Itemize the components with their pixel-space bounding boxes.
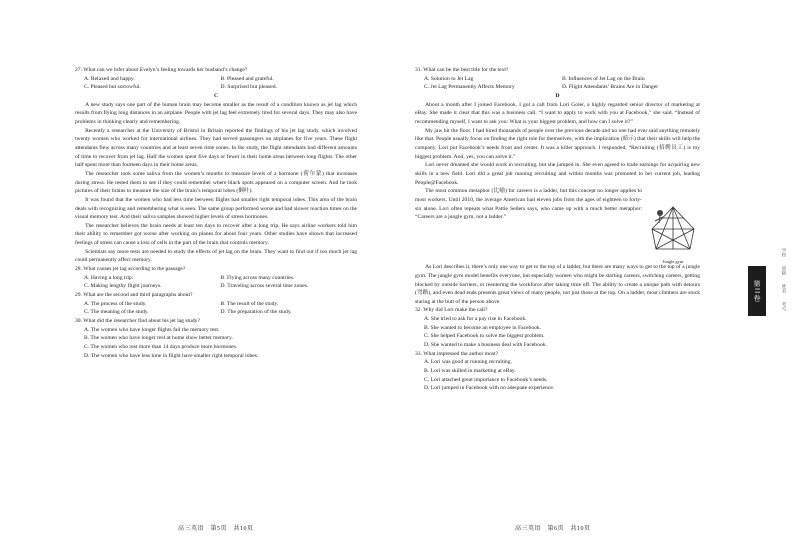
question-33-options bbox=[415, 358, 700, 393]
option[interactable]: D. Flight Attendants’ Brains Are in Danger bbox=[562, 84, 659, 91]
option[interactable]: A. The process of the study. bbox=[84, 300, 147, 307]
ladder-paragraph-with-image bbox=[415, 187, 700, 263]
option[interactable]: A. The women who have longer flights fail the memory test. bbox=[84, 326, 220, 333]
passage-d-paragraph: My jaw hit the floor. I had hired thousands of people over the previous decade and no one had ever said anything remotely like that. People usually focus on finding the right role for themselves, with the implication (暗示) that their skills will help the company. Lori put Facebook’s needs front and center. It was a killer approach. I responded, “Recruiting (招聘员工) is my biggest problem. And, yes, you can solve it.” bbox=[415, 127, 700, 160]
passage-d-paragraph: Lori never dreamed she would work in recruiting, but she jumped in. She even agreed to trade earnings for acquiring new skills in a new field. Lori did a great job running recruiting and within months was promoted to her current job, leading People@Facebook. bbox=[415, 162, 700, 186]
question-28-stem: 28. What causes jet lag according to the passage? bbox=[75, 266, 186, 273]
option[interactable]: B. She wanted to become an employee in Facebook. bbox=[424, 324, 542, 331]
question-30-stem: 30. What did the researcher find about his jet lag study? bbox=[75, 318, 200, 325]
option[interactable]: B. Lori was skilled in marketing at eBay. bbox=[424, 368, 516, 375]
question-30-options bbox=[75, 326, 357, 361]
option[interactable]: B. The women who have longer rest at home show better memory. bbox=[84, 335, 233, 342]
passage-c-paragraph: A new study says one part of the human brain may become smaller as the result of a condition known as jet lag which results from flying long distances in an airplane. People with jet lag feel extremely tired for several days. They may also have problems in thinking clearly and remembering. bbox=[75, 101, 357, 125]
option[interactable]: D. Traveling across several time zones. bbox=[220, 283, 309, 290]
question-27-options bbox=[75, 75, 357, 92]
section-c-heading: C bbox=[213, 92, 219, 99]
left-page bbox=[75, 66, 357, 360]
option[interactable]: D. The women who have less time in flight have smaller right temporal lobes. bbox=[84, 352, 259, 359]
option[interactable]: C. Pleased but sorrowful. bbox=[84, 84, 141, 91]
section-tab: 第II卷 bbox=[748, 266, 766, 316]
option[interactable]: D. Surprised but pleased. bbox=[220, 84, 277, 91]
option[interactable]: A. Relaxed and happy. bbox=[84, 75, 135, 82]
image-caption: Jungle gym bbox=[662, 258, 684, 264]
right-page bbox=[415, 66, 700, 393]
option[interactable]: D. She wanted to make a business deal with Facebook. bbox=[424, 342, 547, 349]
passage-d-paragraph: About a month after I joined Facebook, I got a call from Lori Goler, a highly regarded senior director of marketing at eBay. She made it clear that this was a business call. “I want to apply to work with you at Facebook,” she said. “Instead of recommending myself, I want to ask you: What is your biggest problem, and how can I solve it?” bbox=[415, 101, 700, 125]
right-page-footer: 高三英语 第6页 共10页 bbox=[515, 526, 591, 532]
passage-c-paragraph: The researcher believes the brain needs at least ten days to recover after a long trip. He says airline workers told him their ability to remember got worse after working on planes for about four years. Other studies have shown that increased feelings of stress can cause a loss of cells in the part of the brain that controls memory. bbox=[75, 222, 357, 247]
option[interactable]: C. Making lengthy flight journeys. bbox=[84, 283, 162, 290]
question-31-options bbox=[415, 75, 700, 92]
option[interactable]: B. Pleased and grateful. bbox=[220, 75, 274, 82]
question-31-stem: 31. What can be the best title for the text? bbox=[415, 67, 509, 73]
option[interactable]: D. The preparation of the study. bbox=[220, 309, 292, 316]
question-27-stem: 27. What can we infer about Evelyn’s feeling towards her husband’s change? bbox=[75, 67, 248, 73]
option[interactable]: C. Jet Lag Permanently Affects Memory bbox=[424, 84, 515, 91]
option[interactable]: A. Lori was good at running recruiting. bbox=[424, 359, 512, 366]
option[interactable]: B. Flying across many countries. bbox=[220, 274, 295, 281]
jungle-gym-illustration bbox=[646, 199, 700, 263]
question-32-options bbox=[415, 315, 700, 350]
option[interactable]: A. She tried to ask for a pay rise in Facebook. bbox=[424, 316, 527, 323]
option[interactable]: B. The result of the study. bbox=[220, 300, 279, 307]
jungle-gym-icon bbox=[646, 199, 700, 255]
option[interactable]: C. Lori attached great importance to Facebook’s needs. bbox=[424, 376, 548, 383]
section-d-heading: D bbox=[555, 92, 560, 99]
question-29-options bbox=[75, 300, 357, 317]
option[interactable]: C. She helped Facebook to solve the biggest problem. bbox=[424, 333, 545, 340]
passage-c-paragraph: Scientists say more tests are needed to study the effects of jet lag on the brain. They want to find out if too much jet lag could permanently affect memory. bbox=[75, 248, 357, 264]
binding-margin: 学校 班级 姓名 考号 bbox=[781, 248, 786, 311]
passage-c-paragraph: Recently a researcher at the University of Bristol in Britain reported the findings of his jet lag study, which involved twenty women who worked for international airlines. They had served passengers on airplanes for five years. These flight attendants flew across many countries and at least seven time zones. In the study, the flight attendants had different amounts of time to recover from jet lag. Half the women spent five days or fewer in their home areas between long flights. The other half spent more than fourteen days in their home areas. bbox=[75, 127, 357, 169]
question-29-stem: 29. What are the second and third paragraphs about? bbox=[75, 292, 193, 299]
option[interactable]: C. The meaning of the study. bbox=[84, 309, 149, 316]
option[interactable]: D. Lori jumped in Facebook with no adequate experience. bbox=[424, 385, 555, 392]
question-33-stem: 33. What impressed the author most? bbox=[415, 350, 499, 357]
option[interactable]: A. Solution to Jet Lag bbox=[424, 75, 474, 82]
option[interactable]: C. The women who rest more than 14 days produce more hormones. bbox=[84, 344, 238, 350]
left-page-footer: 高三英语 第5页 共10页 bbox=[178, 526, 254, 532]
passage-c-paragraph: The researcher took some saliva from the women’s mouths to measure levels of a hormone (荷尔蒙) that increases during stress. He tested them to see if they could remember where black spots appeared on a computer screen. And he took pictures of their brains to measure the size of the brain’s temporal lobes (颞叶). bbox=[75, 170, 357, 195]
option[interactable]: A. Having a long trip. bbox=[84, 274, 134, 281]
passage-c-paragraph: It was found that the women who had less time between flights had smaller right temporal lobes. This area of the brain deals with recognizing and remembering what is seen. The same group performed worse and had slower reaction times on the visual memory test. And their saliva samples showed higher levels of stress hormones. bbox=[75, 196, 357, 221]
passage-d-paragraph: As Lori describes it, there’s only one way to get to the top of a ladder, but there are many ways to get to the top of a jungle gym. The jungle gym model benefits everyone, but especially women who might be starting careers, switching careers, getting blocked by outside barriers, or reentering the workforce after taking time off. The ability to create a unique path with detours (弯路), and even dead ends presents great views of many people, not just those at the top. On a ladder, most climbers are stuck staring at the butt of the person above. bbox=[415, 264, 700, 305]
option[interactable]: B. Influences of Jet Lag on the Brain bbox=[562, 75, 645, 82]
passage-d-paragraph: The most common metaphor (比喻) for careers is a ladder, but this concept no longer applies to most workers. Until 2010, the average American had eleven jobs from the ages of eighteen to forty-six alone. Lori often repeats what Pattie Sellers says, who came up with a much better metaphor: “Careers are a jungle gym, not a ladder.” bbox=[415, 188, 642, 221]
question-32-stem: 32. Why did Lori make the call? bbox=[415, 307, 488, 314]
question-28-options bbox=[75, 274, 357, 291]
